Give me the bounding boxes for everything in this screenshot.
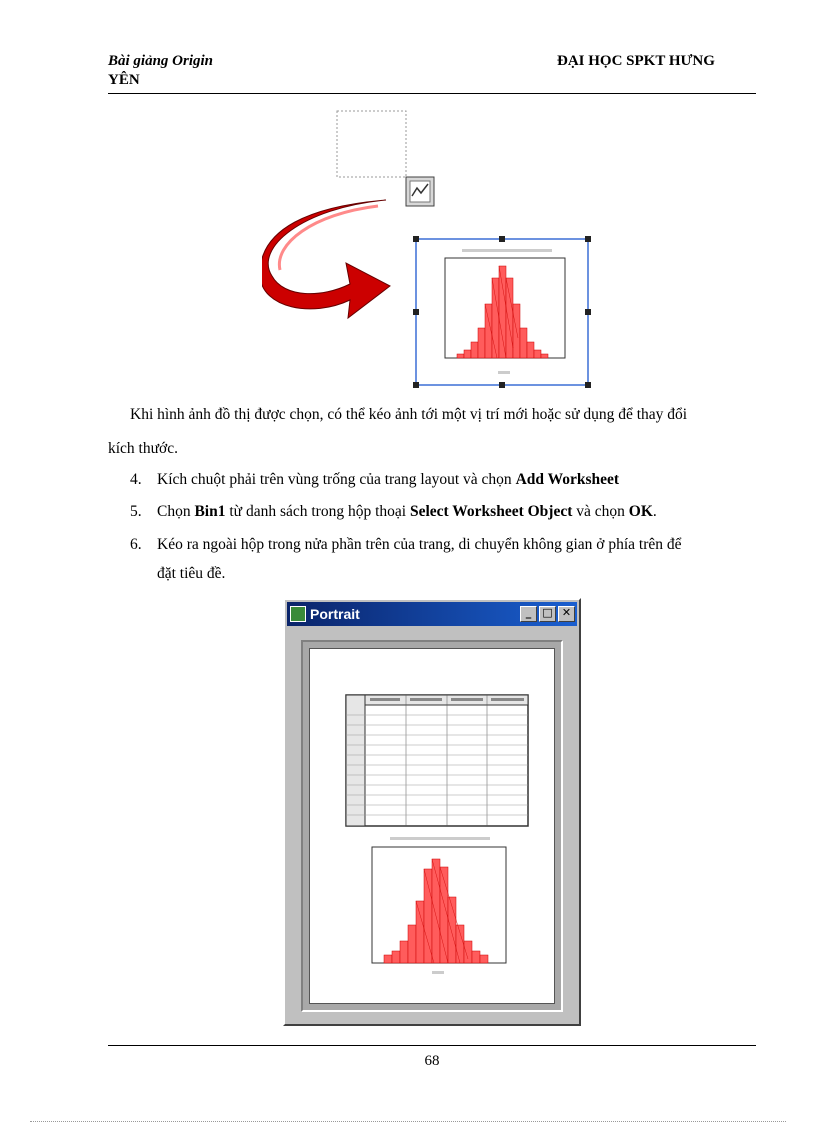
selected-graph <box>413 236 591 388</box>
page-number: 68 <box>424 1053 440 1069</box>
step-keyword: OK <box>628 503 653 520</box>
paragraph-line1: Khi hình ảnh đồ thị được chọn, có thể kéo ảnh tới một vị trí mới hoặc sử dụng để thay đổi <box>130 406 688 423</box>
layout-content <box>310 649 554 1003</box>
histogram-object <box>372 837 506 974</box>
minimize-button[interactable]: _ <box>520 606 537 622</box>
step-number: 6. <box>130 536 142 553</box>
header-course-title: Bài giảng Origin <box>108 53 214 69</box>
step-text: . <box>652 503 657 520</box>
footer-rule <box>108 1045 756 1046</box>
step-number: 5. <box>130 503 142 520</box>
paragraph-line2: kích thước. <box>108 440 178 457</box>
layout-page[interactable] <box>309 648 555 1004</box>
maximize-button[interactable]: □ <box>539 606 556 622</box>
header-rule <box>108 93 756 94</box>
step-6 <box>130 530 756 588</box>
step-number: 4. <box>130 471 142 488</box>
layout-area[interactable] <box>301 640 563 1012</box>
portrait-window <box>283 598 581 1026</box>
header-course-title-cont: YÊN <box>108 72 140 88</box>
graph-object-icon <box>406 177 434 206</box>
step-keyword: Add Worksheet <box>515 471 620 488</box>
step-text: Chọn <box>157 503 195 520</box>
step-text: Kéo ra ngoài hộp trong nửa phần trên của trang, di chuyển không gian ở phía trên để <box>157 536 682 553</box>
step-text: Kích chuột phải trên vùng trống của trang layout và chọn <box>157 471 516 488</box>
step-text: từ danh sách trong hộp thoại <box>225 503 410 520</box>
app-icon <box>290 606 306 622</box>
step-5 <box>130 497 756 526</box>
body-paragraph <box>108 398 756 466</box>
header-university: ĐẠI HỌC SPKT HƯNG <box>557 53 715 69</box>
window-title: Portrait <box>310 606 360 622</box>
step-4 <box>130 465 756 494</box>
graph-placement-figure <box>262 108 602 392</box>
close-button[interactable]: ✕ <box>558 606 575 622</box>
step-keyword: Select Worksheet Object <box>409 503 573 520</box>
window-titlebar[interactable] <box>287 602 577 626</box>
page-edge <box>30 1121 786 1122</box>
step-text: và chọn <box>572 503 629 520</box>
placeholder-box <box>337 111 406 177</box>
step-text-cont: đặt tiêu đề. <box>157 565 226 582</box>
curved-arrow-icon <box>262 200 390 318</box>
step-keyword: Bin1 <box>194 503 226 520</box>
worksheet-object <box>346 695 528 826</box>
